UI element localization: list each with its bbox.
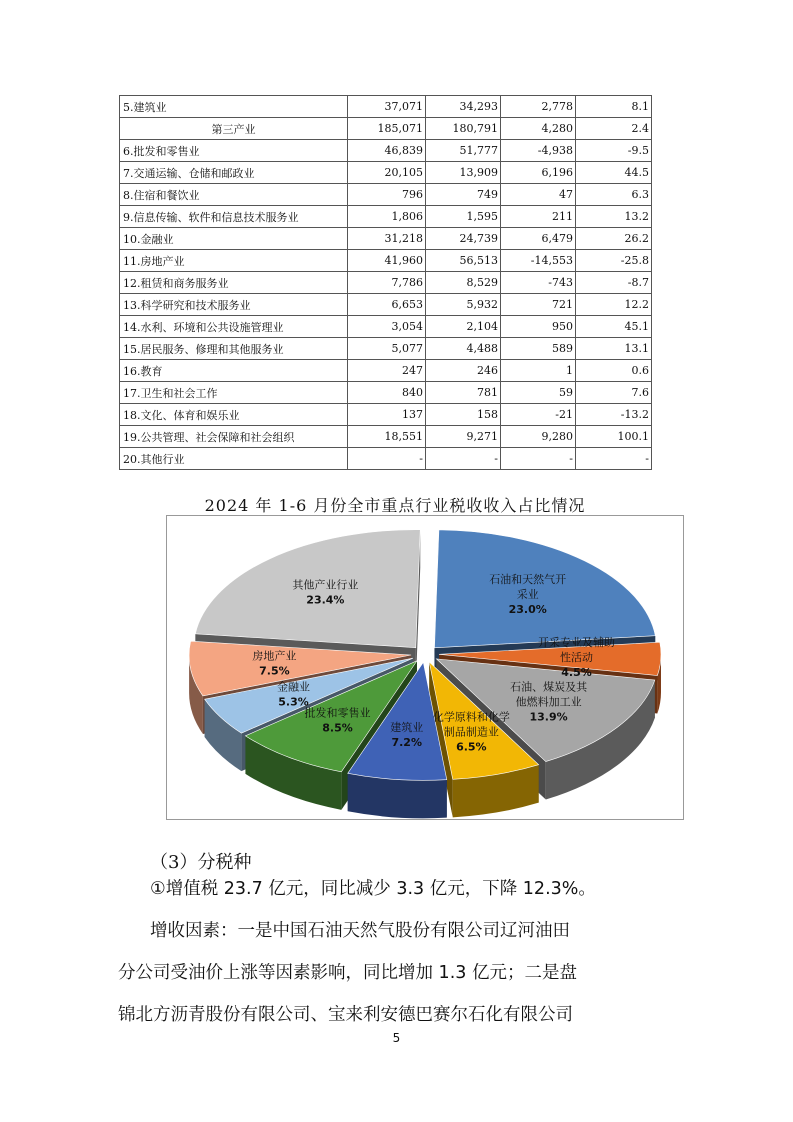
table-row — [120, 140, 652, 162]
slice-percent-label: 23.0% — [508, 602, 547, 616]
row-value-d: 12.2 — [576, 294, 652, 316]
row-value-c: - — [501, 448, 576, 470]
row-value-d: -25.8 — [576, 250, 652, 272]
row-value-b: 4,488 — [426, 338, 501, 360]
slice-percent-label: 6.5% — [456, 740, 487, 754]
row-value-c: 4,280 — [501, 118, 576, 140]
slice-label: 金融业 — [277, 680, 311, 694]
row-value-d: -13.2 — [576, 404, 652, 426]
row-value-b: 5,932 — [426, 294, 501, 316]
slice-label: 石油、煤炭及其 — [510, 680, 588, 694]
table-row — [120, 250, 652, 272]
slice-percent-label: 23.4% — [306, 593, 345, 607]
row-value-d: 8.1 — [576, 96, 652, 118]
row-value-b: 13,909 — [426, 162, 501, 184]
table-row — [120, 426, 652, 448]
row-value-d: -8.7 — [576, 272, 652, 294]
row-value-c: 47 — [501, 184, 576, 206]
row-value-a: 1,806 — [348, 206, 426, 228]
row-value-d: 2.4 — [576, 118, 652, 140]
slice-label: 性活动 — [560, 651, 594, 665]
row-label: 15.居民服务、修理和其他服务业 — [120, 338, 348, 360]
row-value-c: 950 — [501, 316, 576, 338]
row-value-d: 0.6 — [576, 360, 652, 382]
increase-factors-line-3: 锦北方沥青股份有限公司、宝来利安德巴赛尔石化有限公司 — [118, 1005, 573, 1025]
row-value-a: 796 — [348, 184, 426, 206]
row-value-c: 6,479 — [501, 228, 576, 250]
row-value-a: 41,960 — [348, 250, 426, 272]
vat-paragraph: ①增值税 23.7 亿元，同比减少 3.3 亿元，下降 12.3%。 — [150, 879, 596, 899]
slice-label: 其他产业行业 — [292, 578, 359, 592]
row-value-a: 18,551 — [348, 426, 426, 448]
row-value-b: 1,595 — [426, 206, 501, 228]
row-value-a: 7,786 — [348, 272, 426, 294]
row-value-c: 1 — [501, 360, 576, 382]
increase-factors-line-2: 分公司受油价上涨等因素影响，同比增加 1.3 亿元；二是盘 — [118, 963, 577, 983]
row-label: 19.公共管理、社会保障和社会组织 — [120, 426, 348, 448]
row-value-c: 211 — [501, 206, 576, 228]
row-value-a: 31,218 — [348, 228, 426, 250]
row-value-b: 51,777 — [426, 140, 501, 162]
slice-label: 采业 — [516, 587, 539, 601]
row-value-d: 45.1 — [576, 316, 652, 338]
row-label: 20.其他行业 — [120, 448, 348, 470]
row-value-a: 46,839 — [348, 140, 426, 162]
table-row — [120, 294, 652, 316]
slice-label: 制品制造业 — [443, 725, 499, 739]
row-value-a: 6,653 — [348, 294, 426, 316]
slice-label: 石油和天然气开 — [489, 572, 567, 586]
row-label: 18.文化、体育和娱乐业 — [120, 404, 348, 426]
row-value-d: 13.1 — [576, 338, 652, 360]
row-value-b: 34,293 — [426, 96, 501, 118]
row-label: 6.批发和零售业 — [120, 140, 348, 162]
chart-title: 2024 年 1-6 月份全市重点行业税收收入占比情况 — [204, 496, 586, 515]
row-value-a: 840 — [348, 382, 426, 404]
row-label: 10.金融业 — [120, 228, 348, 250]
row-value-b: - — [426, 448, 501, 470]
row-label: 7.交通运输、仓储和邮政业 — [120, 162, 348, 184]
tax-revenue-table — [119, 95, 652, 470]
slice-label: 建筑业 — [390, 720, 424, 734]
row-value-a: 37,071 — [348, 96, 426, 118]
table-row — [120, 162, 652, 184]
table-row — [120, 448, 652, 470]
table-row — [120, 338, 652, 360]
slice-percent-label: 5.3% — [278, 695, 309, 709]
row-value-c: -4,938 — [501, 140, 576, 162]
row-label: 11.房地产业 — [120, 250, 348, 272]
row-value-d: 6.3 — [576, 184, 652, 206]
row-value-c: 9,280 — [501, 426, 576, 448]
slice-label: 开采专业及辅助 — [538, 636, 616, 650]
row-value-d: 26.2 — [576, 228, 652, 250]
row-value-b: 2,104 — [426, 316, 501, 338]
row-label: 13.科学研究和技术服务业 — [120, 294, 348, 316]
table-row — [120, 316, 652, 338]
row-value-c: 2,778 — [501, 96, 576, 118]
row-value-b: 749 — [426, 184, 501, 206]
slice-percent-label: 8.5% — [322, 721, 353, 735]
table-row — [120, 228, 652, 250]
slice-percent-label: 7.2% — [391, 735, 422, 749]
table-row — [120, 96, 652, 118]
table-row — [120, 272, 652, 294]
row-label: 12.租赁和商务服务业 — [120, 272, 348, 294]
slice-percent-label: 7.5% — [259, 664, 290, 678]
row-label: 第三产业 — [120, 118, 348, 140]
row-value-a: 5,077 — [348, 338, 426, 360]
row-value-d: 44.5 — [576, 162, 652, 184]
row-value-b: 24,739 — [426, 228, 501, 250]
section-heading: （3）分税种 — [150, 852, 252, 873]
page-number: 5 — [392, 1031, 401, 1045]
row-label: 17.卫生和社会工作 — [120, 382, 348, 404]
row-label: 9.信息传输、软件和信息技术服务业 — [120, 206, 348, 228]
row-value-a: 20,105 — [348, 162, 426, 184]
table-row — [120, 118, 652, 140]
slice-percent-label: 13.9% — [529, 710, 568, 724]
row-value-b: 9,271 — [426, 426, 501, 448]
row-value-d: 7.6 — [576, 382, 652, 404]
row-value-d: 100.1 — [576, 426, 652, 448]
row-value-a: 137 — [348, 404, 426, 426]
row-value-b: 246 — [426, 360, 501, 382]
row-value-b: 781 — [426, 382, 501, 404]
row-value-c: -14,553 — [501, 250, 576, 272]
row-value-b: 56,513 — [426, 250, 501, 272]
row-value-a: 247 — [348, 360, 426, 382]
row-value-b: 8,529 — [426, 272, 501, 294]
row-value-c: -743 — [501, 272, 576, 294]
table-row — [120, 184, 652, 206]
increase-factors-line-1: 增收因素：一是中国石油天然气股份有限公司辽河油田 — [150, 921, 570, 941]
slice-label: 房地产业 — [252, 649, 297, 663]
row-value-b: 158 — [426, 404, 501, 426]
slice-label: 化学原料和化学 — [432, 710, 510, 724]
row-value-d: 13.2 — [576, 206, 652, 228]
table-row — [120, 404, 652, 426]
row-value-c: 721 — [501, 294, 576, 316]
row-value-c: 589 — [501, 338, 576, 360]
row-value-a: - — [348, 448, 426, 470]
row-value-b: 180,791 — [426, 118, 501, 140]
row-value-c: 6,196 — [501, 162, 576, 184]
row-label: 8.住宿和餐饮业 — [120, 184, 348, 206]
row-value-d: -9.5 — [576, 140, 652, 162]
slice-label: 他燃料加工业 — [515, 695, 582, 709]
table-row — [120, 382, 652, 404]
slice-percent-label: 4.5% — [561, 666, 592, 680]
table-row — [120, 206, 652, 228]
row-label: 5.建筑业 — [120, 96, 348, 118]
pie-chart — [166, 515, 684, 820]
slice-label: 批发和零售业 — [304, 706, 371, 720]
pie-chart-svg — [167, 516, 683, 819]
row-value-c: 59 — [501, 382, 576, 404]
row-value-a: 3,054 — [348, 316, 426, 338]
table-row — [120, 360, 652, 382]
row-value-a: 185,071 — [348, 118, 426, 140]
row-value-c: -21 — [501, 404, 576, 426]
row-label: 14.水利、环境和公共设施管理业 — [120, 316, 348, 338]
row-value-d: - — [576, 448, 652, 470]
row-label: 16.教育 — [120, 360, 348, 382]
